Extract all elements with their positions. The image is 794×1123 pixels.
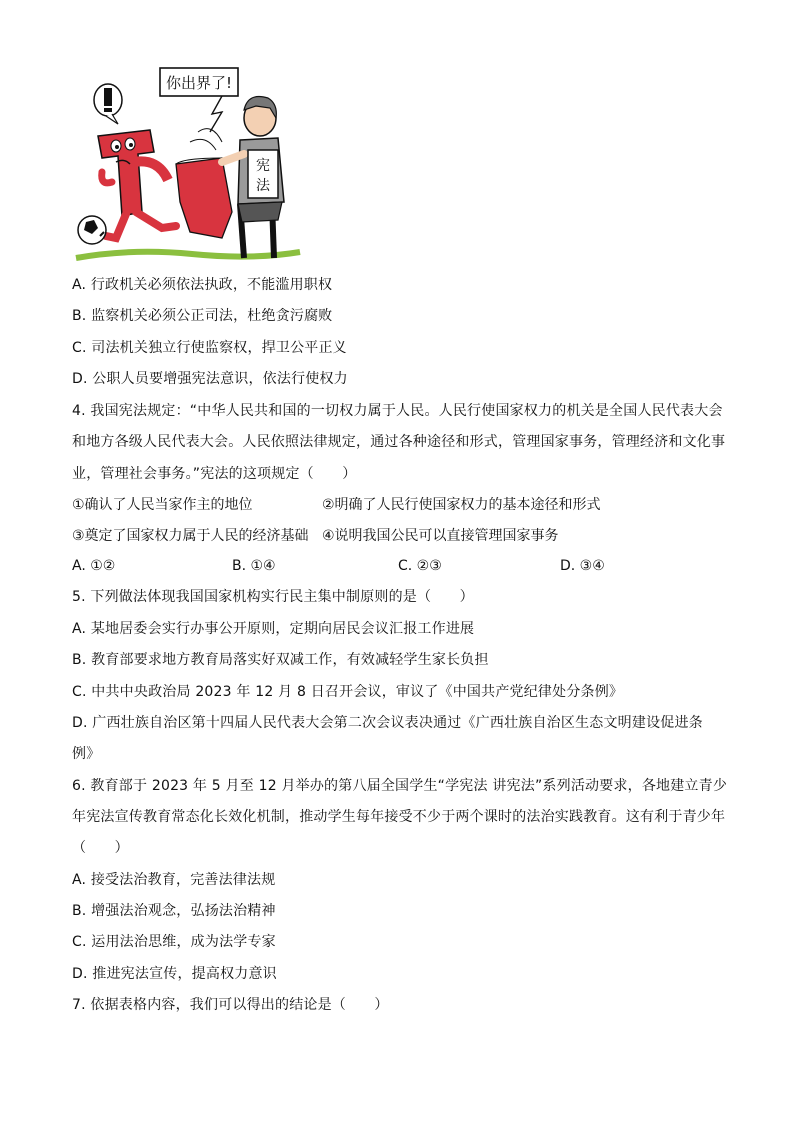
q4-statement-3: ③奠定了国家权力属于人民的经济基础 — [72, 528, 309, 544]
q6-option-b: B. 增强法治观念，弘扬法治精神 — [72, 903, 276, 919]
q4-statement-4: ④说明我国公民可以直接管理国家事务 — [322, 528, 559, 544]
q4-option-b: B. ①④ — [232, 558, 276, 574]
board-text-1: 宪 — [256, 158, 270, 174]
q6-option-c: C. 运用法治思维，成为法学专家 — [72, 934, 276, 950]
q5-option-d-cont: 例》 — [72, 746, 101, 762]
q3-option-a: A. 行政机关必须依法执政，不能滥用职权 — [72, 277, 333, 293]
q6-option-a: A. 接受法治教育，完善法律法规 — [72, 872, 276, 888]
q6-stem-line-1: 6. 教育部于 2023 年 5 月至 12 月举办的第八届全国学生“学宪法 讲宪法”系列活动要求，各地建立青少 — [72, 778, 728, 794]
q6-stem-line-2: 年宪法宣传教育常态化长效化机制，推动学生每年接受不少于两个课时的法治实践教育。这有利于青少年 — [72, 809, 726, 825]
cartoon-illustration — [72, 62, 304, 274]
q4-option-a: A. ①② — [72, 558, 116, 574]
q6-option-d: D. 推进宪法宣传，提高权力意识 — [72, 966, 277, 982]
q4-statement-1: ①确认了人民当家作主的地位 — [72, 497, 253, 513]
q5-option-c: C. 中共中央政治局 2023 年 12 月 8 日召开会议，审议了《中国共产党纪律处分条例》 — [72, 684, 624, 700]
red-card — [176, 129, 232, 238]
grass — [76, 252, 300, 258]
q3-option-d: D. 公职人员要增强宪法意识，依法行使权力 — [72, 371, 348, 387]
power-character — [98, 130, 176, 238]
referee-figure — [222, 97, 284, 259]
q4-stem-line-3: 业，管理社会事务。”宪法的这项规定（ ） — [72, 466, 357, 482]
q7-stem: 7. 依据表格内容，我们可以得出的结论是（ ） — [72, 997, 389, 1013]
q4-stem-line-1: 4. 我国宪法规定：“中华人民共和国的一切权力属于人民。人民行使国家权力的机关是全国人民代表大会 — [72, 403, 723, 419]
q5-option-a: A. 某地居委会实行办事公开原则，定期向居民会议汇报工作进展 — [72, 621, 475, 637]
q5-option-d: D. 广西壮族自治区第十四届人民代表大会第二次会议表决通过《广西壮族自治区生态文明建设促进条 — [72, 715, 703, 731]
q4-stem-line-2: 和地方各级人民代表大会。人民依照法律规定，通过各种途径和形式，管理国家事务，管理经济和文化事 — [72, 434, 726, 450]
board-text-2: 法 — [256, 178, 270, 194]
q4-option-c: C. ②③ — [398, 558, 442, 574]
q5-option-b: B. 教育部要求地方教育局落实好双减工作，有效减轻学生家长负担 — [72, 652, 489, 668]
speech-text: 你出界了! — [165, 74, 233, 92]
exclamation-bubble — [94, 84, 122, 124]
speech-bubble — [160, 68, 238, 132]
q3-option-c: C. 司法机关独立行使监察权，捍卫公平正义 — [72, 340, 347, 356]
q4-statement-2: ②明确了人民行使国家权力的基本途径和形式 — [322, 497, 601, 513]
q3-option-b: B. 监察机关必须公正司法，杜绝贪污腐败 — [72, 308, 333, 324]
q5-stem: 5. 下列做法体现我国国家机构实行民主集中制原则的是（ ） — [72, 589, 474, 605]
q4-option-d: D. ③④ — [560, 558, 605, 574]
q6-stem-line-3: （ ） — [72, 840, 129, 856]
soccer-ball — [78, 216, 106, 244]
